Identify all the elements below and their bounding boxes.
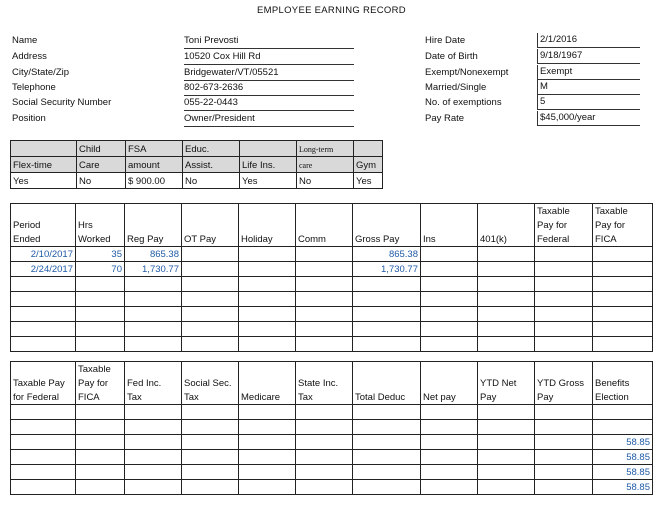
benefits-value-cell[interactable]: No [297,173,354,189]
earnings-cell[interactable] [535,262,593,277]
deductions-header-cell [421,376,478,390]
earnings-cell[interactable] [421,277,478,292]
ssn-field[interactable]: 055-22-0443 [184,96,354,111]
earnings-cell[interactable] [478,322,535,337]
deductions-cell[interactable] [76,480,125,495]
earnings-cell[interactable] [182,337,239,352]
deductions-header-cell: Pay [478,390,535,405]
deductions-header-cell [239,362,296,377]
deductions-cell[interactable] [478,435,535,450]
deductions-cell[interactable] [353,465,421,480]
earnings-cell[interactable] [239,307,296,322]
benefits-header-cell: Long-term [297,141,354,157]
earnings-header-cell [239,218,296,232]
deductions-header-cell: YTD Gross [535,376,593,390]
deductions-cell[interactable] [182,450,239,465]
benefits-header-cell: care [297,157,354,173]
deductions-cell[interactable] [535,405,593,420]
table-row [11,292,653,307]
deductions-cell[interactable] [535,435,593,450]
payrate-label: Pay Rate [425,113,465,124]
deductions-cell[interactable] [296,435,353,450]
earnings-cell[interactable] [239,277,296,292]
earnings-cell[interactable] [353,307,421,322]
earnings-cell[interactable] [76,292,125,307]
payrate-field[interactable]: $45,000/year [537,111,640,126]
earnings-header-row [11,232,653,247]
earnings-cell[interactable] [11,322,76,337]
earnings-cell[interactable] [421,307,478,322]
deductions-cell[interactable] [76,405,125,420]
earnings-cell[interactable]: 35 [76,247,125,262]
benefits-header-cell: Assist. [183,157,240,173]
hire-date-field[interactable]: 2/1/2016 [537,33,640,48]
earnings-cell[interactable] [478,292,535,307]
deductions-cell[interactable]: 58.85 [593,450,653,465]
earnings-cell[interactable] [182,322,239,337]
earnings-cell[interactable] [239,247,296,262]
earnings-cell[interactable] [593,322,653,337]
deductions-cell[interactable] [239,420,296,435]
deductions-header-cell: Taxable [76,362,125,377]
earnings-header-cell: OT Pay [182,232,239,247]
address-field[interactable]: 10520 Cox Hill Rd [184,50,354,65]
deductions-cell[interactable] [353,450,421,465]
deductions-cell[interactable]: 58.85 [593,480,653,495]
benefits-value-cell[interactable]: $ 900.00 [126,173,183,189]
deductions-cell[interactable] [478,450,535,465]
benefits-header-cell: Flex-time [11,157,77,173]
earnings-header-cell: Federal [535,232,593,247]
earnings-header-cell: 401(k) [478,232,535,247]
benefits-value-cell[interactable]: Yes [11,173,77,189]
deductions-header-row [11,362,653,377]
benefits-value-cell[interactable]: Yes [354,173,383,189]
marital-label: Married/Single [425,82,487,93]
deductions-cell[interactable] [76,450,125,465]
benefits-header-row [11,157,383,173]
earnings-header-cell: FICA [593,232,653,247]
earnings-cell[interactable] [535,277,593,292]
earnings-header-cell [182,218,239,232]
earnings-header-cell: Holiday [239,232,296,247]
earnings-cell[interactable] [535,247,593,262]
earnings-header-cell: Worked [76,232,125,247]
table-row [11,322,653,337]
earnings-table [10,203,653,352]
earnings-cell[interactable] [296,337,353,352]
earnings-cell[interactable] [593,277,653,292]
earnings-cell[interactable] [593,292,653,307]
earnings-cell[interactable] [535,307,593,322]
deductions-header-row [11,376,653,390]
deductions-header-cell: Net pay [421,390,478,405]
deductions-header-cell: FICA [76,390,125,405]
deductions-cell[interactable] [11,450,76,465]
dob-label: Date of Birth [425,51,478,62]
earnings-cell[interactable] [182,277,239,292]
deductions-header-cell [593,362,653,377]
earnings-cell[interactable] [182,262,239,277]
deductions-cell[interactable] [125,420,182,435]
earnings-cell[interactable]: 1,730.77 [125,262,182,277]
deductions-header-cell [478,362,535,377]
earnings-cell[interactable] [182,247,239,262]
deductions-cell[interactable] [11,405,76,420]
deductions-header-cell: Pay [535,390,593,405]
deductions-cell[interactable] [535,465,593,480]
earnings-header-cell: Gross Pay [353,232,421,247]
benefits-header-cell: Child [77,141,126,157]
deductions-cell[interactable] [296,420,353,435]
deductions-cell[interactable] [478,420,535,435]
deductions-cell[interactable] [76,420,125,435]
earnings-cell[interactable] [11,337,76,352]
deductions-cell[interactable] [478,465,535,480]
deductions-header-cell [353,376,421,390]
earnings-header-cell [421,218,478,232]
table-row [11,277,653,292]
benefits-header-cell: amount [126,157,183,173]
page-title: EMPLOYEE EARNING RECORD [257,5,406,16]
deductions-cell[interactable] [182,435,239,450]
earnings-header-cell: Ended [11,232,76,247]
hire-date-label: Hire Date [425,35,466,46]
earnings-header-cell [182,204,239,219]
earnings-cell[interactable] [11,307,76,322]
deductions-table [10,361,653,495]
table-row [11,405,653,420]
benefits-header-cell [354,141,383,157]
earnings-header-cell [353,204,421,219]
table-row [11,337,653,352]
earnings-cell[interactable]: 2/10/2017 [11,247,76,262]
earnings-header-cell: Comm [296,232,353,247]
deductions-header-cell: Pay for [76,376,125,390]
deductions-cell[interactable] [421,435,478,450]
deductions-cell[interactable] [296,480,353,495]
benefits-header-cell: Educ. [183,141,240,157]
deductions-cell[interactable] [239,465,296,480]
earnings-cell[interactable] [478,337,535,352]
benefits-header-cell [240,141,297,157]
earnings-cell[interactable] [296,292,353,307]
earnings-header-cell: Taxable [593,204,653,219]
deductions-cell[interactable] [421,450,478,465]
earnings-cell[interactable] [296,247,353,262]
earnings-cell[interactable] [421,262,478,277]
earnings-cell[interactable] [421,337,478,352]
earnings-header-cell [125,204,182,219]
deductions-header-cell [125,362,182,377]
table-row [11,435,653,450]
deductions-header-cell: YTD Net [478,376,535,390]
earnings-header-row [11,204,653,219]
deductions-header-cell [535,362,593,377]
deductions-header-cell: Benefits [593,376,653,390]
earnings-cell[interactable] [535,292,593,307]
deductions-header-cell [239,376,296,390]
earnings-header-cell [11,204,76,219]
deductions-cell[interactable] [11,465,76,480]
earnings-cell[interactable]: 1,730.77 [353,262,421,277]
phone-field[interactable]: 802-673-2636 [184,81,354,96]
marital-field[interactable]: M [537,80,640,95]
earnings-cell[interactable]: 2/24/2017 [11,262,76,277]
benefits-value-row [11,173,383,189]
deductions-cell[interactable] [353,405,421,420]
deductions-header-cell: State Inc. [296,376,353,390]
deductions-cell[interactable] [478,405,535,420]
deductions-cell[interactable] [182,480,239,495]
deductions-cell[interactable] [353,435,421,450]
earnings-cell[interactable] [421,292,478,307]
deductions-cell[interactable] [353,480,421,495]
deductions-cell[interactable] [535,420,593,435]
benefits-header-row [11,141,383,157]
earnings-cell[interactable] [11,292,76,307]
deductions-header-cell [353,362,421,377]
table-row [11,420,653,435]
earnings-cell[interactable] [125,292,182,307]
earnings-cell[interactable]: 865.38 [125,247,182,262]
earnings-cell[interactable] [296,307,353,322]
earnings-header-row [11,218,653,232]
earnings-cell[interactable] [593,307,653,322]
earnings-header-cell: Period [11,218,76,232]
earnings-header-cell: Reg Pay [125,232,182,247]
deductions-header-cell [296,362,353,377]
benefits-header-cell: Gym [354,157,383,173]
earnings-header-cell [296,204,353,219]
earnings-header-cell [239,204,296,219]
deductions-cell[interactable] [421,420,478,435]
earnings-cell[interactable] [353,337,421,352]
deductions-header-cell: Tax [182,390,239,405]
table-row [11,262,653,277]
table-row [11,307,653,322]
earnings-cell[interactable] [182,292,239,307]
earnings-cell[interactable] [353,277,421,292]
earnings-header-cell [76,204,125,219]
deductions-cell[interactable] [535,480,593,495]
deductions-cell[interactable] [239,435,296,450]
deductions-cell[interactable] [239,450,296,465]
deductions-cell[interactable] [125,480,182,495]
earnings-cell[interactable] [296,322,353,337]
earnings-header-cell [478,204,535,219]
benefits-value-cell[interactable]: No [183,173,240,189]
earnings-header-cell: Ins [421,232,478,247]
phone-label: Telephone [12,82,56,93]
deductions-cell[interactable] [239,405,296,420]
deductions-cell[interactable] [296,450,353,465]
deductions-cell[interactable] [535,450,593,465]
earnings-cell[interactable] [76,322,125,337]
earnings-cell[interactable] [296,262,353,277]
benefits-header-cell: FSA [126,141,183,157]
earnings-header-cell: Pay for [593,218,653,232]
position-field[interactable]: Owner/President [184,112,354,127]
earnings-header-cell: Hrs [76,218,125,232]
deductions-cell[interactable] [125,450,182,465]
position-label: Position [12,113,46,124]
city-field[interactable]: Bridgewater/VT/05521 [184,66,354,81]
earnings-header-cell: Pay for [535,218,593,232]
deductions-cell[interactable] [478,480,535,495]
earnings-cell[interactable] [478,247,535,262]
earnings-cell[interactable] [296,277,353,292]
benefits-value-cell[interactable]: No [77,173,126,189]
exempt-field[interactable]: Exempt [537,65,640,80]
earnings-cell[interactable] [239,337,296,352]
address-label: Address [12,51,47,62]
earnings-cell[interactable] [478,277,535,292]
deductions-header-cell: Tax [296,390,353,405]
deductions-cell[interactable] [182,465,239,480]
deductions-header-cell [421,362,478,377]
earnings-cell[interactable] [76,307,125,322]
earnings-header-cell [353,218,421,232]
deductions-cell[interactable] [593,420,653,435]
deductions-cell[interactable] [125,405,182,420]
deductions-header-cell: Social Sec. [182,376,239,390]
deductions-cell[interactable] [182,405,239,420]
deductions-cell[interactable] [239,480,296,495]
earnings-cell[interactable] [125,277,182,292]
deductions-header-cell: Taxable Pay [11,376,76,390]
deductions-header-cell: Fed Inc. [125,376,182,390]
earnings-cell[interactable] [182,307,239,322]
deductions-header-cell: Medicare [239,390,296,405]
benefits-header-cell [11,141,77,157]
earnings-header-cell [125,218,182,232]
deductions-header-cell: for Federal [11,390,76,405]
city-label: City/State/Zip [12,67,70,78]
earnings-cell[interactable] [593,262,653,277]
table-row [11,480,653,495]
earnings-cell[interactable] [239,262,296,277]
earnings-cell[interactable] [421,322,478,337]
exemptions-field[interactable]: 5 [537,95,640,110]
earnings-header-cell [478,218,535,232]
deductions-cell[interactable] [76,465,125,480]
deductions-cell[interactable] [353,420,421,435]
earnings-cell[interactable] [239,292,296,307]
earnings-cell[interactable] [353,322,421,337]
earnings-cell[interactable] [125,337,182,352]
deductions-cell[interactable] [421,480,478,495]
deductions-header-cell: Election [593,390,653,405]
earnings-cell[interactable] [593,247,653,262]
deductions-cell[interactable] [11,480,76,495]
deductions-header-cell: Tax [125,390,182,405]
earnings-cell[interactable] [11,277,76,292]
dob-field[interactable]: 9/18/1967 [537,49,640,64]
benefits-value-cell[interactable]: Yes [240,173,297,189]
benefits-header-cell: Life Ins. [240,157,297,173]
deductions-cell[interactable] [125,435,182,450]
earnings-header-cell [421,204,478,219]
table-row [11,465,653,480]
deductions-cell[interactable] [11,435,76,450]
earnings-cell[interactable] [535,337,593,352]
name-field[interactable]: Toni Prevosti [184,34,354,49]
earnings-cell[interactable]: 70 [76,262,125,277]
benefits-table [10,140,383,189]
earnings-cell[interactable] [478,262,535,277]
benefits-header-cell: Care [77,157,126,173]
table-row [11,450,653,465]
earnings-cell[interactable] [76,277,125,292]
deductions-header-cell [182,362,239,377]
deductions-header-cell [11,362,76,377]
deductions-header-cell: Total Deduc [353,390,421,405]
earnings-cell[interactable] [353,292,421,307]
deductions-cell[interactable] [593,405,653,420]
deductions-cell[interactable] [76,435,125,450]
earnings-cell[interactable] [478,307,535,322]
earnings-cell[interactable] [421,247,478,262]
deductions-cell[interactable]: 58.85 [593,465,653,480]
deductions-header-row [11,390,653,405]
earnings-header-cell [296,218,353,232]
earnings-cell[interactable] [125,322,182,337]
name-label: Name [12,35,38,46]
deductions-cell[interactable] [182,420,239,435]
table-row [11,247,653,262]
exemptions-label: No. of exemptions [425,97,502,108]
deductions-cell[interactable] [296,405,353,420]
deductions-cell[interactable] [421,465,478,480]
earnings-cell[interactable] [535,322,593,337]
deductions-cell[interactable]: 58.85 [593,435,653,450]
earnings-cell[interactable] [125,307,182,322]
earnings-cell[interactable]: 865.38 [353,247,421,262]
deductions-cell[interactable] [296,465,353,480]
earnings-header-cell: Taxable [535,204,593,219]
earnings-cell[interactable] [239,322,296,337]
deductions-cell[interactable] [11,420,76,435]
earnings-cell[interactable] [593,337,653,352]
ssn-label: Social Security Number [12,97,112,108]
deductions-cell[interactable] [421,405,478,420]
exempt-label: Exempt/Nonexempt [425,67,509,78]
deductions-cell[interactable] [125,465,182,480]
earnings-cell[interactable] [76,337,125,352]
